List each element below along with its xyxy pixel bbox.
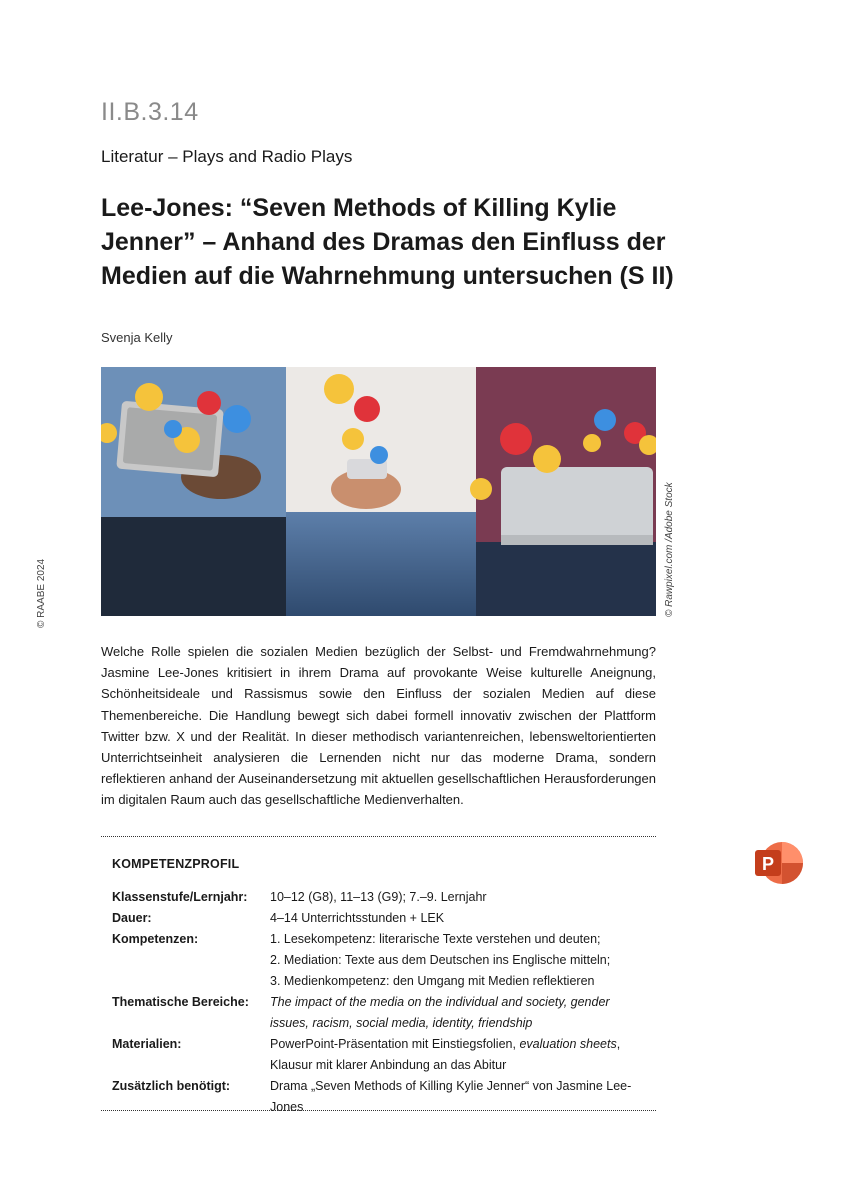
competence-profile bbox=[112, 887, 660, 1118]
title-line-3: Medien auf die Wahrnehmung untersuchen (S II) bbox=[101, 262, 674, 290]
profile-value-part: PowerPoint-Präsentation mit Einstiegsfolien, bbox=[270, 1037, 520, 1051]
profile-label: Kompetenzen: bbox=[112, 932, 199, 946]
profile-value-line: Klausur mit klarer Anbindung an das Abitur bbox=[270, 1058, 507, 1072]
social-media-photo-illustration bbox=[101, 367, 656, 616]
copyright-notice: © RAABE 2024 bbox=[36, 558, 47, 628]
profile-value-line: issues, racism, social media, identity, friendship bbox=[270, 1016, 533, 1030]
profile-value-line: 1. Lesekompetenz: literarische Texte verstehen und deuten; bbox=[270, 932, 601, 946]
subject-line: Literatur – Plays and Radio Plays bbox=[101, 147, 353, 166]
title-line-1: Lee-Jones: “Seven Methods of Killing Kylie bbox=[101, 194, 617, 222]
author: Svenja Kelly bbox=[101, 330, 173, 345]
profile-value-line: Drama „Seven Methods of Killing Kylie Jenner“ von Jasmine Lee-Jones bbox=[270, 1079, 632, 1114]
document-code: II.B.3.14 bbox=[101, 98, 199, 126]
profile-row-additional bbox=[112, 1076, 660, 1118]
profile-row-grade bbox=[112, 887, 660, 908]
profile-value bbox=[270, 992, 660, 1034]
powerpoint-icon bbox=[754, 840, 804, 886]
profile-heading: KOMPETENZPROFIL bbox=[112, 857, 240, 871]
profile-label: Klassenstufe/Lernjahr: bbox=[112, 890, 248, 904]
profile-label: Zusätzlich benötigt: bbox=[112, 1079, 231, 1093]
image-credit: © Rawpixel.com /Adobe Stock bbox=[664, 482, 675, 617]
svg-text:P: P bbox=[761, 854, 775, 874]
profile-row-topics bbox=[112, 992, 660, 1034]
profile-label: Dauer: bbox=[112, 911, 152, 925]
intro-paragraph: Welche Rolle spielen die sozialen Medien bezüglich der Selbst- und Fremdwahrnehmung? Jasmine Lee-Jones kritisiert in ihrem Drama auf provokante Weise kulturelle Aneignung, Schönheitsideale und Rassismus sowie den Einfluss der sozialen Medien auf diese Themenbereiche. Die Handlung bewegt sich dabei formell innovativ zwischen der Plattform Twitter bzw. X und der Realität. In dieser methodisch variantenreichen, lebensweltorientierten Unterrichtseinheit analysieren die Lernenden nicht nur das moderne Drama, sondern reflektieren anhand der Auseinandersetzung mit aktuellen gesellschaftlichen Herausforderungen im digitalen Raum auch das gesellschaftliche Medienverhalten. bbox=[101, 644, 656, 808]
title-line-2: Jenner” – Anhand des Dramas den Einfluss der bbox=[101, 228, 666, 256]
profile-value-italic: evaluation sheets bbox=[519, 1037, 617, 1051]
profile-row-materials bbox=[112, 1034, 660, 1076]
profile-value-line: The impact of the media on the individual and society, gender bbox=[270, 995, 610, 1009]
profile-value-line: 4–14 Unterrichtsstunden + LEK bbox=[270, 911, 445, 925]
cover-photo bbox=[101, 367, 656, 616]
document-title bbox=[101, 191, 701, 293]
profile-value-line: 10–12 (G8), 11–13 (G9); 7.–9. Lernjahr bbox=[270, 890, 487, 904]
profile-label: Materialien: bbox=[112, 1037, 182, 1051]
divider-bottom bbox=[101, 1110, 656, 1111]
profile-row-duration bbox=[112, 908, 660, 929]
profile-value bbox=[270, 1076, 660, 1118]
profile-value bbox=[270, 887, 660, 908]
profile-row-competences bbox=[112, 929, 660, 992]
divider-top bbox=[101, 836, 656, 837]
profile-value-line: 3. Medienkompetenz: den Umgang mit Medien reflektieren bbox=[270, 974, 595, 988]
profile-value-line: 2. Mediation: Texte aus dem Deutschen ins Englische mitteln; bbox=[270, 953, 611, 967]
profile-value-part: , bbox=[616, 1037, 621, 1051]
profile-value bbox=[270, 929, 660, 992]
profile-value bbox=[270, 1034, 660, 1076]
profile-label: Thematische Bereiche: bbox=[112, 995, 249, 1009]
profile-value bbox=[270, 908, 660, 929]
